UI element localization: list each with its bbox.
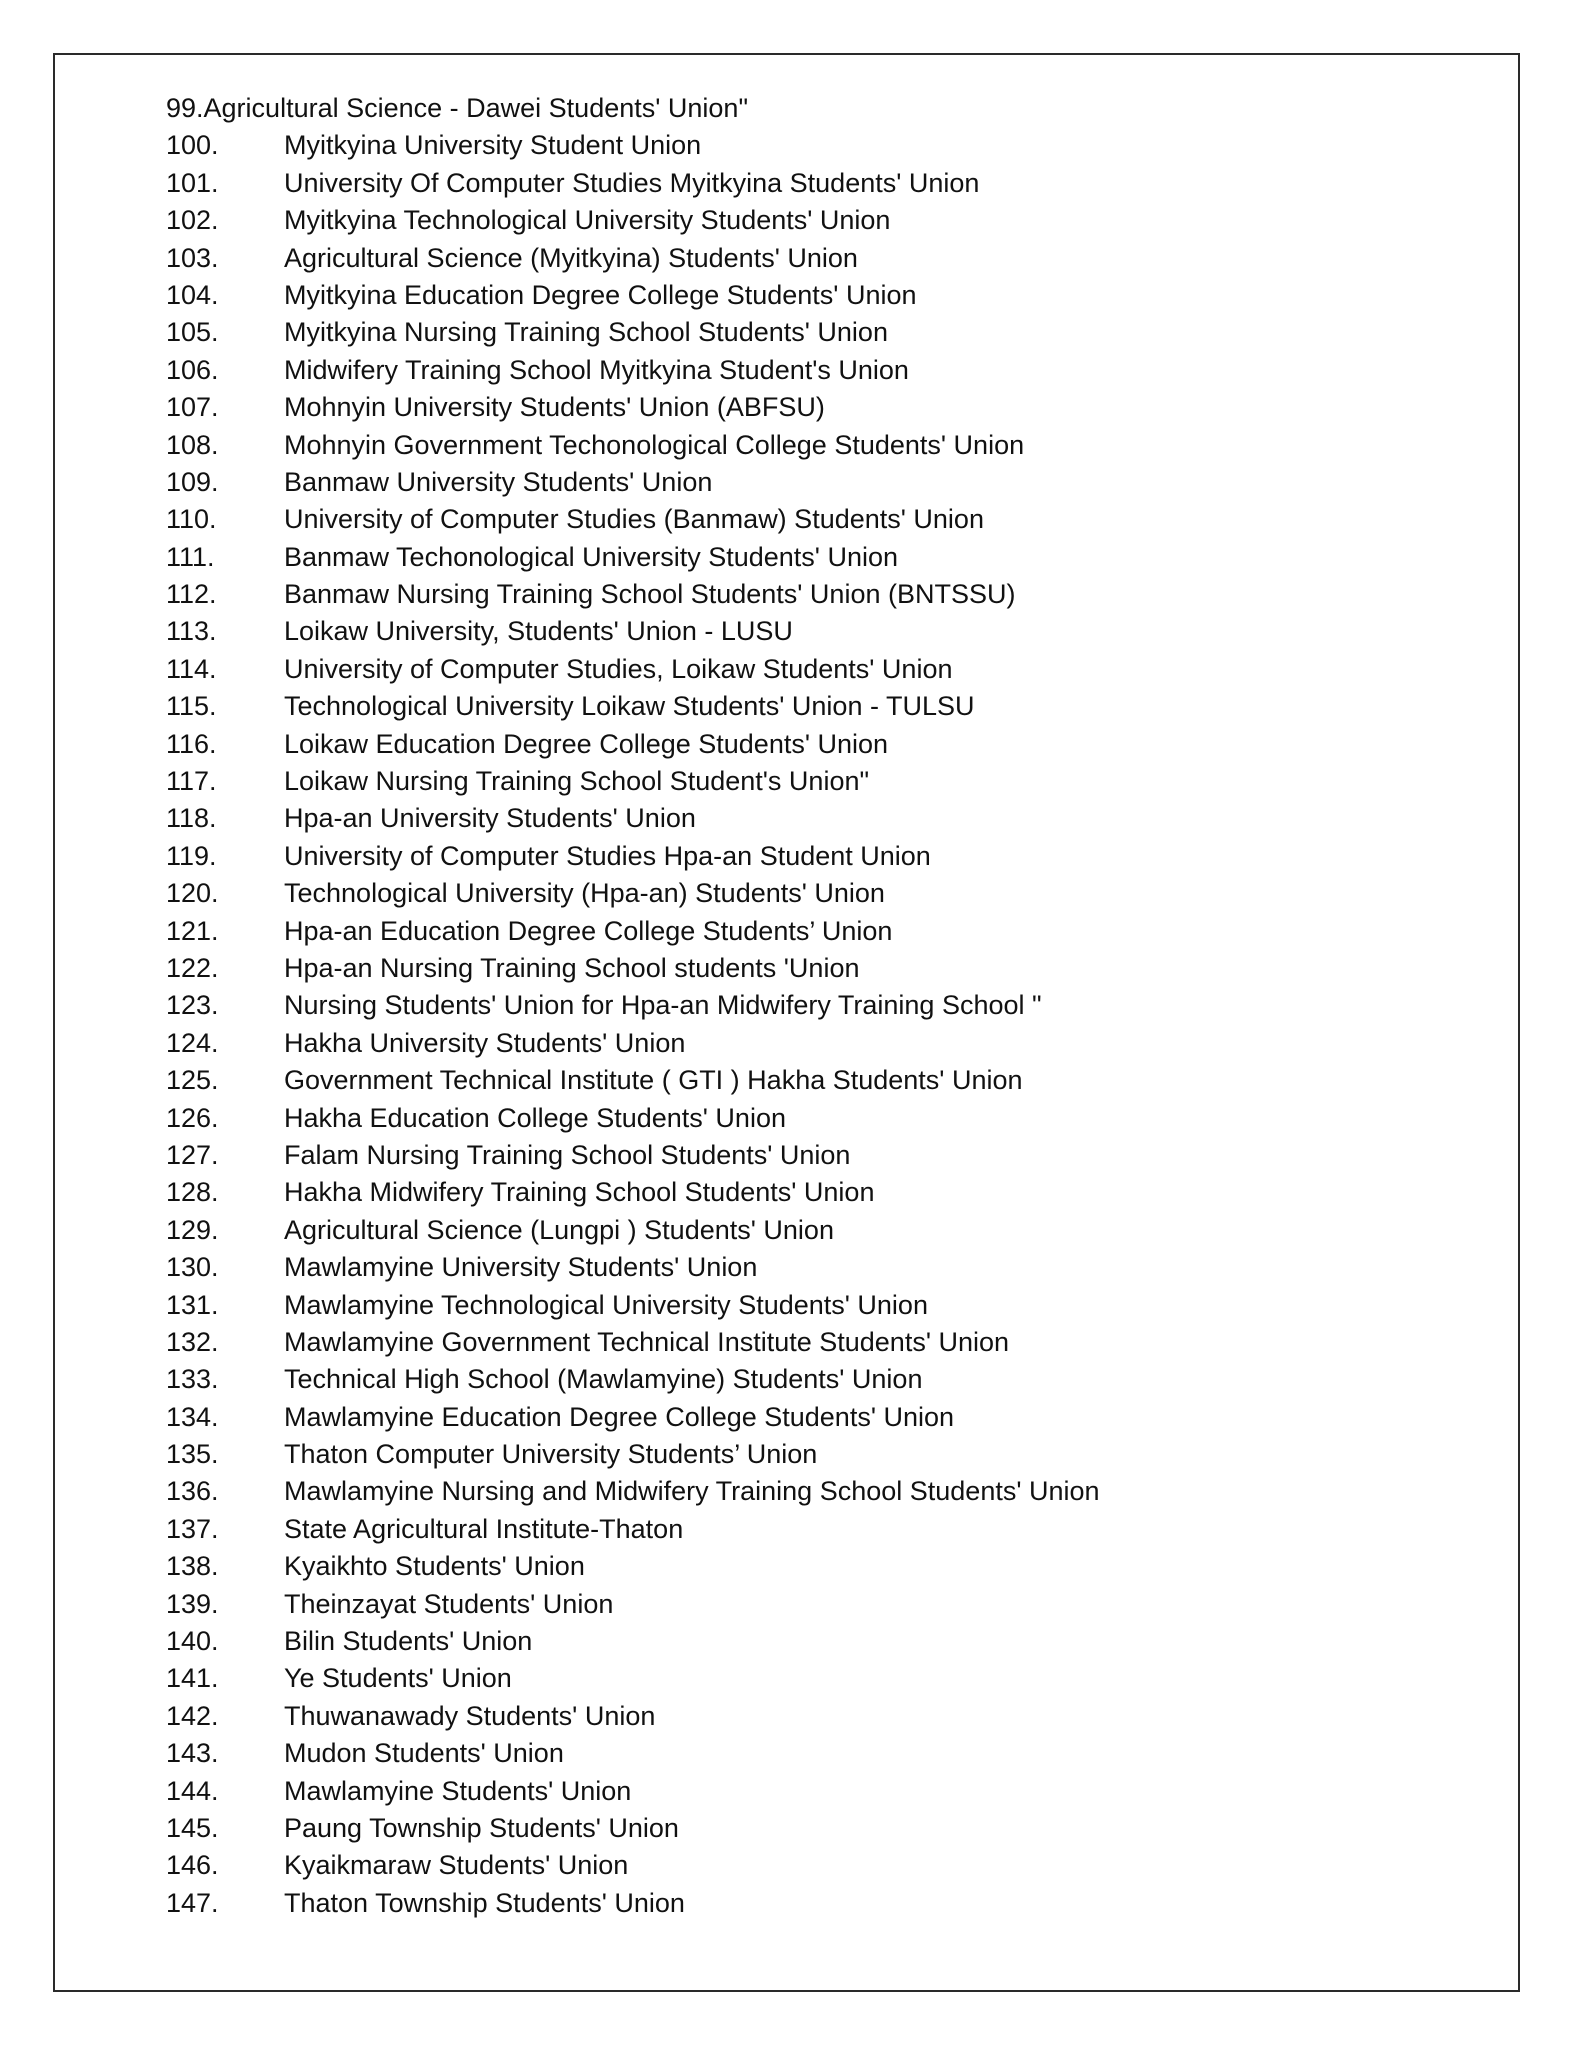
list-item-number: 128. bbox=[166, 1177, 219, 1208]
list-item-number: 130. bbox=[166, 1252, 219, 1283]
list-item-number: 142. bbox=[166, 1700, 219, 1731]
union-list bbox=[166, 127, 1100, 1922]
list-item-text: Mawlamyine Nursing and Midwifery Training School Students' Union bbox=[284, 1476, 1100, 1507]
list-item-number: 131. bbox=[166, 1289, 219, 1320]
list-item-number: 115. bbox=[166, 691, 217, 722]
list-item-number: 133. bbox=[166, 1364, 219, 1395]
list-item bbox=[166, 838, 1100, 875]
list-item-text: Technological University (Hpa-an) Students' Union bbox=[284, 878, 885, 909]
list-item-text: Mawlamyine Students' Union bbox=[284, 1775, 632, 1806]
list-item-text: Myitkyina Nursing Training School Students' Union bbox=[284, 317, 888, 348]
list-item bbox=[166, 1249, 1100, 1286]
list-item-text: Hpa-an University Students' Union bbox=[284, 803, 696, 834]
list-item bbox=[166, 352, 1100, 389]
list-item bbox=[166, 501, 1100, 538]
list-item bbox=[166, 1847, 1100, 1884]
list-item-text: Banmaw University Students' Union bbox=[284, 466, 713, 497]
list-item-number: 144. bbox=[166, 1775, 219, 1806]
list-item bbox=[166, 1548, 1100, 1585]
list-item-text: Technological University Loikaw Students' Union - TULSU bbox=[284, 691, 975, 722]
list-item bbox=[166, 800, 1100, 837]
list-item-text: Mawlamyine Education Degree College Students' Union bbox=[284, 1401, 955, 1432]
list-item-text: Myitkyina University Student Union bbox=[284, 130, 702, 161]
list-item-text: Mohnyin Government Techonological College Students' Union bbox=[284, 429, 1025, 460]
list-item bbox=[166, 1324, 1100, 1361]
list-item-number: 116. bbox=[166, 728, 217, 759]
list-item-text: Loikaw Education Degree College Students' Union bbox=[284, 728, 889, 759]
list-item bbox=[166, 1511, 1100, 1548]
list-item-number: 134. bbox=[166, 1401, 219, 1432]
list-item bbox=[166, 1212, 1100, 1249]
list-item-text: Technical High School (Mawlamyine) Students' Union bbox=[284, 1364, 923, 1395]
list-item-number: 138. bbox=[166, 1551, 219, 1582]
list-item-number: 119. bbox=[166, 840, 217, 871]
list-item-number: 100. bbox=[166, 130, 219, 161]
list-item-text: Myitkyina Education Degree College Students' Union bbox=[284, 279, 917, 310]
list-item bbox=[166, 539, 1100, 576]
list-item-text: Kyaikhto Students' Union bbox=[284, 1551, 585, 1582]
list-item-text: Nursing Students' Union for Hpa-an Midwifery Training School " bbox=[284, 990, 1042, 1021]
list-item bbox=[166, 1100, 1100, 1137]
list-item-text: Hakha Education College Students' Union bbox=[284, 1102, 786, 1133]
list-item-text: Mawlamyine University Students' Union bbox=[284, 1252, 758, 1283]
list-item-number: 147. bbox=[166, 1887, 219, 1918]
list-item-text: Hpa-an Nursing Training School students 'Union bbox=[284, 952, 860, 983]
list-item-text: Hpa-an Education Degree College Students’ Union bbox=[284, 915, 893, 946]
list-item bbox=[166, 651, 1100, 688]
list-item bbox=[166, 1137, 1100, 1174]
list-item-text: University of Computer Studies (Banmaw) Students' Union bbox=[284, 504, 984, 535]
list-item-text: Theinzayat Students' Union bbox=[284, 1588, 614, 1619]
list-item-text: Kyaikmaraw Students' Union bbox=[284, 1850, 629, 1881]
list-item-number: 140. bbox=[166, 1626, 219, 1657]
list-item-number: 122. bbox=[166, 952, 219, 983]
list-item-number: 110. bbox=[166, 504, 217, 535]
list-item-number: 124. bbox=[166, 1027, 219, 1058]
list-item-number: 136. bbox=[166, 1476, 219, 1507]
list-item-number: 107. bbox=[166, 392, 219, 423]
list-item bbox=[166, 1361, 1100, 1398]
list-item bbox=[166, 1436, 1100, 1473]
list-item bbox=[166, 127, 1100, 164]
list-item bbox=[166, 913, 1100, 950]
list-item-number: 125. bbox=[166, 1065, 219, 1096]
list-item-text: Agricultural Science (Lungpi ) Students' Union bbox=[284, 1214, 834, 1245]
list-item bbox=[166, 1623, 1100, 1660]
list-item-number: 104. bbox=[166, 279, 219, 310]
list-item-text: Banmaw Nursing Training School Students' Union (BNTSSU) bbox=[284, 579, 1016, 610]
list-item bbox=[166, 1287, 1100, 1324]
list-item-number: 143. bbox=[166, 1738, 219, 1769]
list-item-text: Agricultural Science (Myitkyina) Students' Union bbox=[284, 242, 858, 273]
list-item-text: Thaton Township Students' Union bbox=[284, 1887, 685, 1918]
list-item bbox=[166, 277, 1100, 314]
list-item bbox=[166, 1399, 1100, 1436]
list-item-number: 118. bbox=[166, 803, 217, 834]
list-item-text: Bilin Students' Union bbox=[284, 1626, 533, 1657]
list-item-text: Falam Nursing Training School Students' Union bbox=[284, 1139, 851, 1170]
list-item-text: University Of Computer Studies Myitkyina Students' Union bbox=[284, 167, 980, 198]
list-item bbox=[166, 875, 1100, 912]
list-item-number: 103. bbox=[166, 242, 219, 273]
list-item-text: Ye Students' Union bbox=[284, 1663, 512, 1694]
list-item-text: State Agricultural Institute-Thaton bbox=[284, 1513, 684, 1544]
list-item-number: 112. bbox=[166, 579, 217, 610]
list-item bbox=[166, 1810, 1100, 1847]
list-item-text: University of Computer Studies, Loikaw Students' Union bbox=[284, 653, 953, 684]
list-item-number: 121. bbox=[166, 915, 219, 946]
list-item bbox=[166, 240, 1100, 277]
list-item bbox=[166, 1885, 1100, 1922]
list-item-number: 139. bbox=[166, 1588, 219, 1619]
list-item bbox=[166, 427, 1100, 464]
list-item-text: Banmaw Techonological University Students' Union bbox=[284, 541, 898, 572]
list-item bbox=[166, 1062, 1100, 1099]
list-item bbox=[166, 613, 1100, 650]
list-item-text: Government Technical Institute ( GTI ) Hakha Students' Union bbox=[284, 1065, 1023, 1096]
list-item-text: Loikaw Nursing Training School Student's Union" bbox=[284, 766, 870, 797]
list-item bbox=[166, 576, 1100, 613]
list-item-text: Myitkyina Technological University Students' Union bbox=[284, 205, 891, 236]
list-item-number: 102. bbox=[166, 205, 219, 236]
list-item-text: Mawlamyine Technological University Students' Union bbox=[284, 1289, 928, 1320]
list-item-number: 137. bbox=[166, 1513, 219, 1544]
list-item-number: 105. bbox=[166, 317, 219, 348]
list-item-number: 101. bbox=[166, 167, 219, 198]
list-item-number: 135. bbox=[166, 1439, 219, 1470]
list-item bbox=[166, 202, 1100, 239]
list-item bbox=[166, 987, 1100, 1024]
list-item-text: Mawlamyine Government Technical Institute Students' Union bbox=[284, 1326, 1010, 1357]
list-item-number: 145. bbox=[166, 1812, 219, 1843]
list-item bbox=[166, 726, 1100, 763]
list-item-number: 126. bbox=[166, 1102, 219, 1133]
list-item-number: 117. bbox=[166, 766, 217, 797]
list-item bbox=[166, 1586, 1100, 1623]
list-item bbox=[166, 1698, 1100, 1735]
list-item bbox=[166, 389, 1100, 426]
list-item-number: 129. bbox=[166, 1214, 219, 1245]
list-item bbox=[166, 1660, 1100, 1697]
list-item bbox=[166, 1773, 1100, 1810]
list-item-number: 120. bbox=[166, 878, 219, 909]
list-item-number: 108. bbox=[166, 429, 219, 460]
list-item-text: Loikaw University, Students' Union - LUSU bbox=[284, 616, 793, 647]
list-item-number: 114. bbox=[166, 653, 217, 684]
list-item-number: 111. bbox=[166, 541, 215, 572]
list-item-99: 99.Agricultural Science - Dawei Students' Union" bbox=[166, 93, 749, 123]
list-item-text: Midwifery Training School Myitkyina Student's Union bbox=[284, 354, 909, 385]
list-item-number: 123. bbox=[166, 990, 219, 1021]
list-item-text: University of Computer Studies Hpa-an Student Union bbox=[284, 840, 931, 871]
list-item-number: 106. bbox=[166, 354, 219, 385]
list-item bbox=[166, 1735, 1100, 1772]
list-item-text: Hakha University Students' Union bbox=[284, 1027, 686, 1058]
list-item-number: 113. bbox=[166, 616, 217, 647]
list-item-number: 132. bbox=[166, 1326, 219, 1357]
list-item-number: 109. bbox=[166, 466, 219, 497]
list-item bbox=[166, 688, 1100, 725]
list-item-text: Mohnyin University Students' Union (ABFSU) bbox=[284, 392, 825, 423]
list-item bbox=[166, 1174, 1100, 1211]
list-item bbox=[166, 1473, 1100, 1510]
list-item-number: 141. bbox=[166, 1663, 219, 1694]
list-item bbox=[166, 763, 1100, 800]
list-item-text: Thaton Computer University Students’ Union bbox=[284, 1439, 818, 1470]
list-item bbox=[166, 314, 1100, 351]
list-item bbox=[166, 165, 1100, 202]
list-item-text: Paung Township Students' Union bbox=[284, 1812, 679, 1843]
list-item bbox=[166, 464, 1100, 501]
list-item-text: Thuwanawady Students' Union bbox=[284, 1700, 656, 1731]
list-item bbox=[166, 1025, 1100, 1062]
list-item-number: 146. bbox=[166, 1850, 219, 1881]
list-item-number: 127. bbox=[166, 1139, 219, 1170]
list-item bbox=[166, 950, 1100, 987]
list-item-text: Mudon Students' Union bbox=[284, 1738, 564, 1769]
list-item-text: Hakha Midwifery Training School Students' Union bbox=[284, 1177, 875, 1208]
